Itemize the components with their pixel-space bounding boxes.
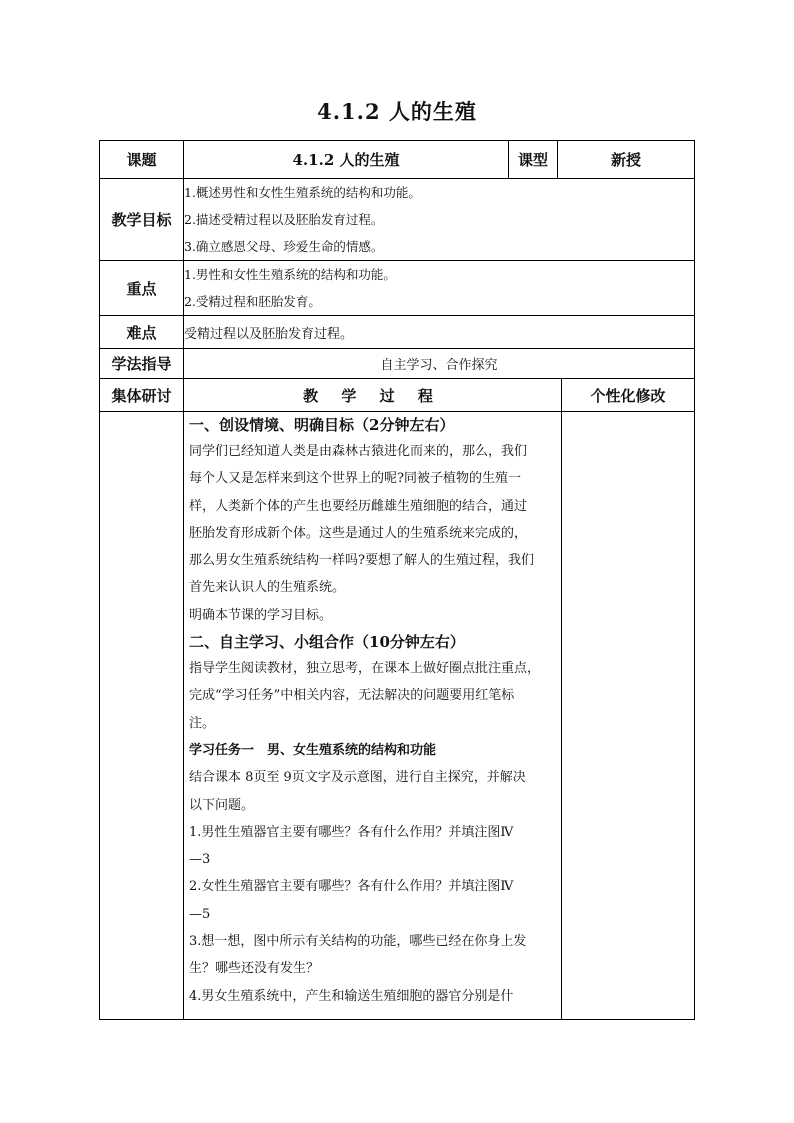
task1-line: 3.想一想，图中所示有关结构的功能，哪些已经在你身上发 xyxy=(189,934,527,950)
objective-item: 2.描述受精过程以及胚胎发育过程。 xyxy=(184,212,384,227)
objectives-row xyxy=(100,179,695,261)
difficulty-row xyxy=(100,316,695,349)
section2-line: 完成“学习任务”中相关内容，无法解决的问题要用红笔标 xyxy=(189,688,515,704)
section1-line: 那么男女生殖系统结构一样吗?要想了解人的生殖过程，我们 xyxy=(189,553,534,569)
type-label: 课型 xyxy=(509,141,558,179)
key-point-item: 2.受精过程和胚胎发育。 xyxy=(184,294,321,309)
task1-line: 2.女性生殖器官主要有哪些？各有什么作用？并填注图Ⅳ xyxy=(189,879,514,895)
task1-line: 以下问题。 xyxy=(189,797,255,813)
task1-line: 4.男女生殖系统中，产生和输送生殖细胞的器官分别是什 xyxy=(189,988,514,1004)
method-value: 自主学习、合作探究 xyxy=(184,349,695,379)
objective-item: 1.概述男性和女性生殖系统的结构和功能。 xyxy=(184,185,421,200)
section1-title: 一、创设情境、明确目标（2分钟左右） xyxy=(189,416,455,434)
process-header-row xyxy=(100,379,695,412)
teaching-process-header: 教 学 过 程 xyxy=(184,379,562,412)
topic-value: 4.1.2 人的生殖 xyxy=(184,141,509,179)
task1-line: 1.男性生殖器官主要有哪些？各有什么作用？并填注图Ⅳ xyxy=(189,824,514,840)
process-content-row xyxy=(100,412,695,1020)
topic-label: 课题 xyxy=(100,141,184,179)
task1-line: 生？哪些还没有发生？ xyxy=(189,961,320,977)
section2-line: 注。 xyxy=(189,715,216,731)
key-point-item: 1.男性和女性生殖系统的结构和功能。 xyxy=(184,267,396,282)
key-points-row xyxy=(100,261,695,316)
difficulty-label: 难点 xyxy=(100,316,184,349)
section1-line: 同学们已经知道人类是由森林古猿进化而来的，那么，我们 xyxy=(189,444,528,459)
objectives-list xyxy=(184,179,695,261)
personalized-revision-header: 个性化修改 xyxy=(562,379,695,412)
key-points-list xyxy=(184,261,695,316)
objectives-label: 教学目标 xyxy=(100,179,184,261)
difficulty-value: 受精过程以及胚胎发育过程。 xyxy=(184,316,695,349)
key-points-label: 重点 xyxy=(100,261,184,316)
task1-title: 学习任务一 男、女生殖系统的结构和功能 xyxy=(189,742,437,758)
page-title: 4.1.2 人的生殖 xyxy=(317,99,477,124)
type-value: 新授 xyxy=(558,141,695,179)
section2-title: 二、自主学习、小组合作（10分钟左右） xyxy=(189,633,465,652)
collective-discussion-cell xyxy=(100,412,184,1020)
section1-line: 明确本节课的学习目标。 xyxy=(189,607,333,623)
section2-line: 指导学生阅读教材，独立思考，在课本上做好圈点批注重点， xyxy=(189,661,541,677)
section1-line: 胚胎发育形成新个体。这些是通过人的生殖系统来完成的， xyxy=(189,525,528,541)
teaching-process-cell xyxy=(184,412,562,1020)
section1-line: 首先来认识人的生殖系统。 xyxy=(189,580,346,596)
section1-line: 样，人类新个体的产生也要经历雌雄生殖细胞的结合，通过 xyxy=(189,498,528,514)
lesson-plan-table xyxy=(99,140,695,1020)
personalized-revision-cell xyxy=(562,412,695,1020)
section1-line: 每个人又是怎样来到这个世界上的呢?同被子植物的生殖一 xyxy=(189,471,521,487)
task1-line: —3 xyxy=(189,852,211,868)
topic-row xyxy=(100,141,695,179)
objective-item: 3.确立感恩父母、珍爱生命的情感。 xyxy=(184,239,384,254)
method-label: 学法指导 xyxy=(100,349,184,379)
collective-discussion-header: 集体研讨 xyxy=(100,379,184,412)
task1-line: —5 xyxy=(189,906,211,922)
task1-line: 结合课本 8页至 9页文字及示意图，进行自主探究，并解决 xyxy=(189,770,526,786)
method-row xyxy=(100,349,695,379)
